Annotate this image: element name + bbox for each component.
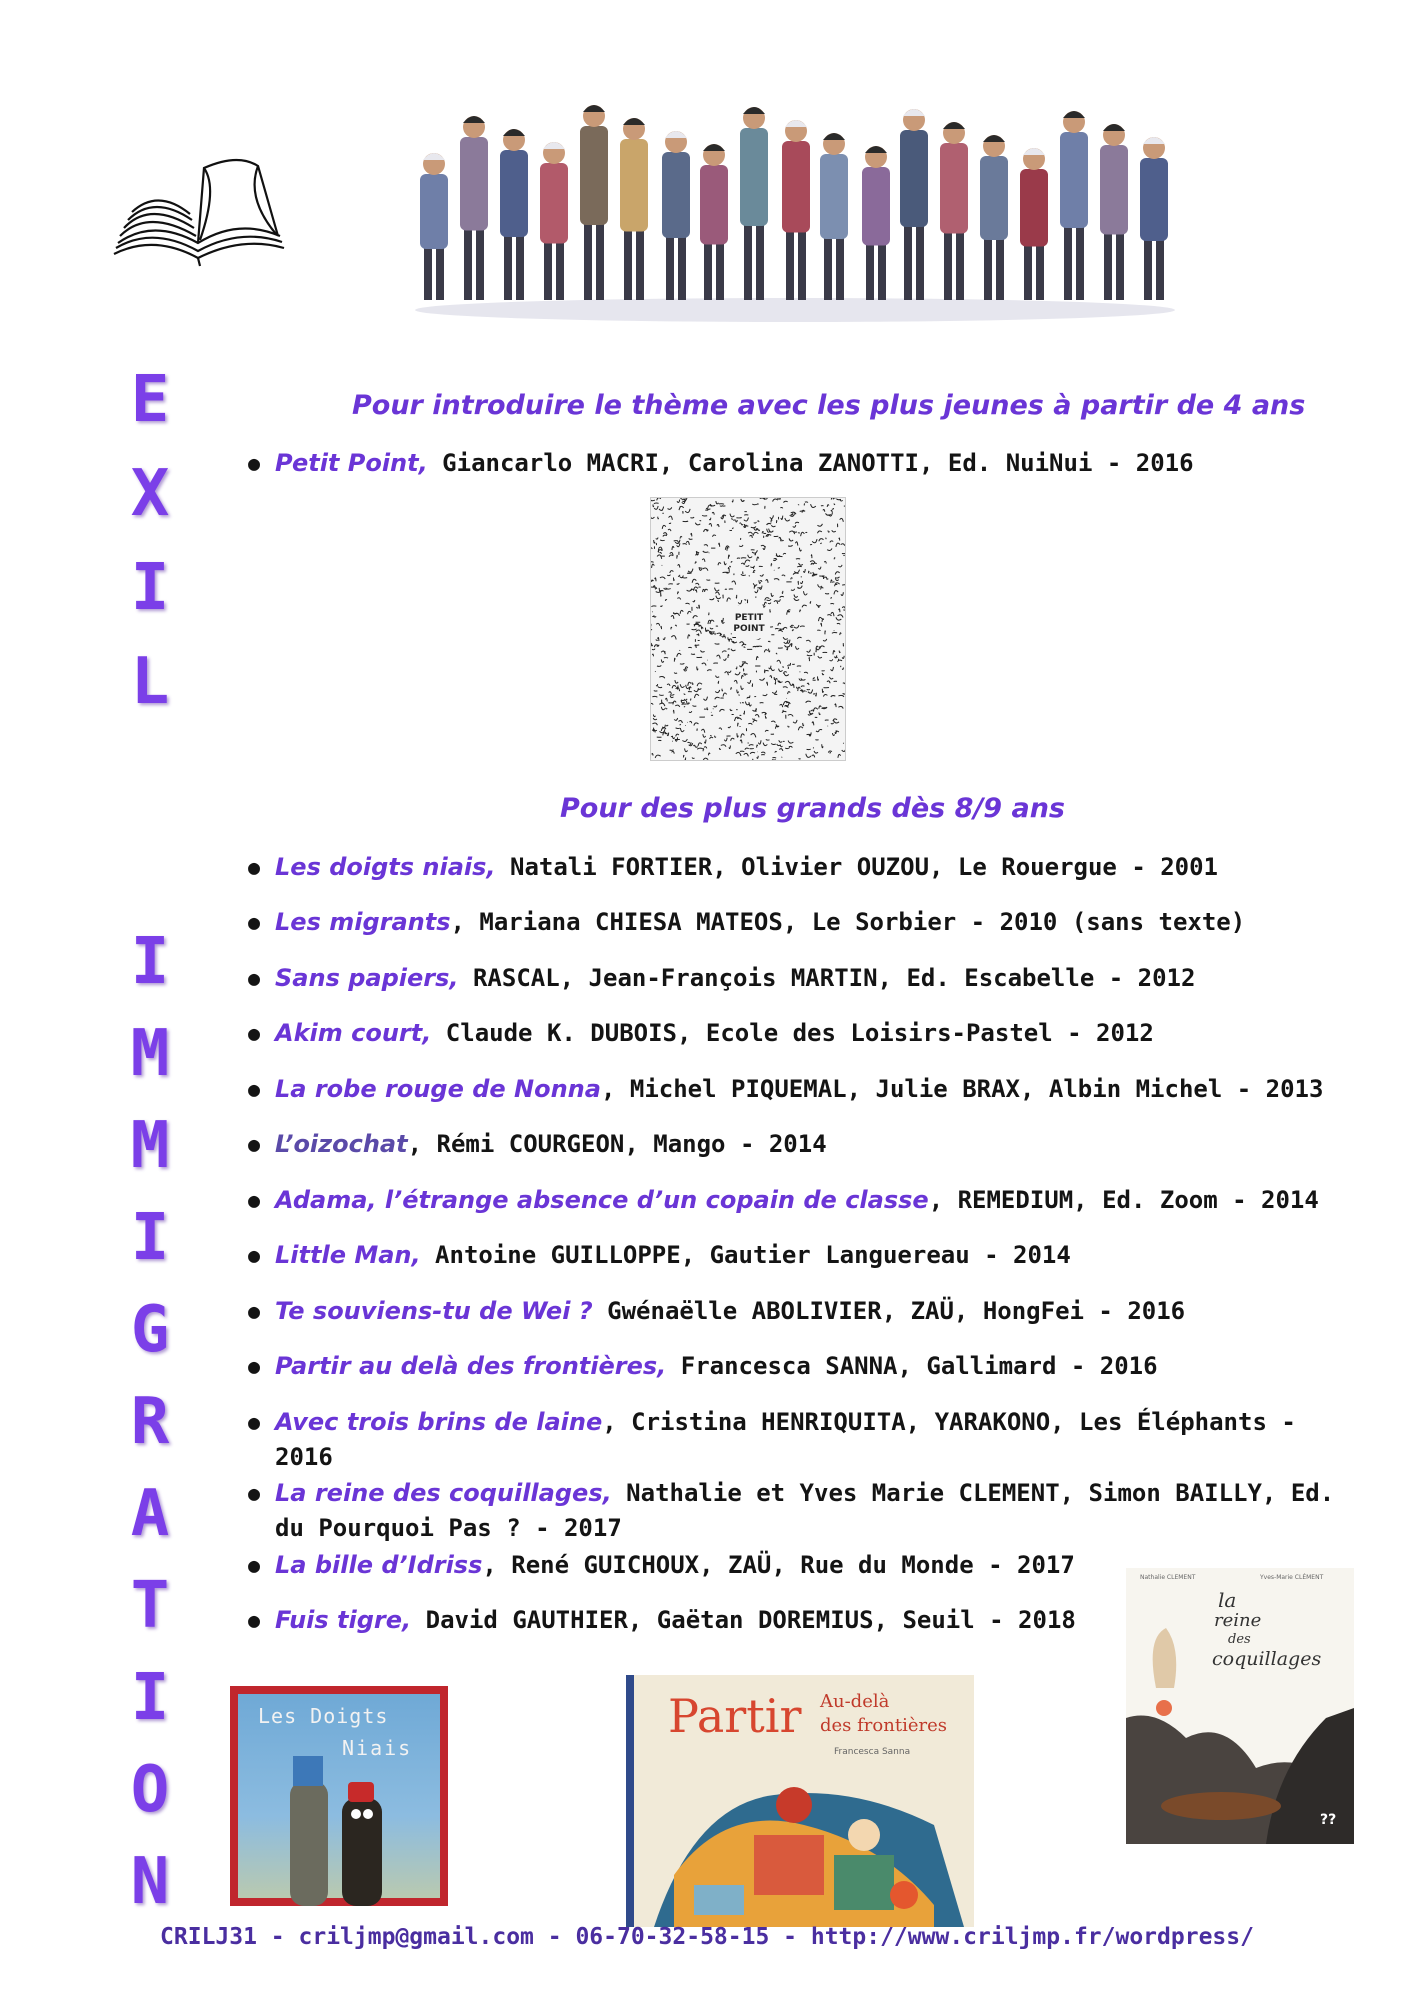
list-item-content: [248, 1476, 1358, 1546]
book-details: RASCAL, Jean-François MARTIN, Ed. Escabelle - 2012: [458, 964, 1196, 992]
list-item-content: [248, 961, 1358, 996]
bullet-icon: ●: [248, 1243, 261, 1267]
book-title: Little Man,: [275, 1241, 421, 1269]
vertical-letter: I: [130, 1661, 170, 1735]
book-details: Giancarlo MACRI, Carolina ZANOTTI, Ed. NuiNui - 2016: [427, 449, 1194, 477]
cover-corner-text: ??: [1320, 1812, 1337, 1828]
footer-contact: CRILJ31 - criljmp@gmail.com - 06-70-32-58-15 - http://www.criljmp.fr/wordpress/: [160, 1924, 1254, 1950]
vertical-letter: T: [130, 1569, 170, 1643]
book-title: Les migrants: [275, 908, 451, 936]
list-item: [248, 446, 1358, 481]
cover-title: la: [1218, 1588, 1237, 1612]
list-item: [248, 1349, 1358, 1384]
list-item-content: [248, 1405, 1358, 1475]
list-item: [248, 850, 1358, 885]
cover-author: Nathalie CLEMENT: [1140, 1574, 1196, 1581]
vertical-letter: O: [130, 1753, 170, 1827]
list-item-content: [248, 1183, 1358, 1218]
book-details: Francesca SANNA, Gallimard - 2016: [666, 1352, 1158, 1380]
vertical-letter: M: [130, 1109, 170, 1183]
cover-la-reine-des-coquillages: [1126, 1568, 1354, 1844]
list-item: [248, 961, 1358, 996]
vertical-letter: I: [130, 925, 170, 999]
bullet-icon: ●: [248, 1132, 261, 1156]
book-title: Te souviens-tu de Wei ?: [275, 1297, 593, 1325]
bullet-icon: ●: [248, 1608, 261, 1632]
book-details: Natali FORTIER, Olivier OUZOU, Le Rouergue - 2001: [495, 853, 1219, 881]
bullet-icon: ●: [248, 1410, 261, 1434]
cover-title: Les Doigts: [258, 1704, 389, 1728]
bullet-icon: ●: [248, 451, 261, 475]
vertical-letter: G: [130, 1293, 170, 1367]
book-details: , Mariana CHIESA MATEOS, Le Sorbier - 2010 (sans texte): [450, 908, 1246, 936]
list-item: [248, 1405, 1358, 1475]
book-title: L’oizochat: [275, 1130, 408, 1158]
bullet-icon: ●: [248, 1299, 261, 1323]
list-item-content: [248, 1016, 1358, 1051]
cover-text: POINT: [733, 624, 765, 634]
vertical-letter: A: [130, 1477, 170, 1551]
cover-subtitle: Au-delà: [820, 1691, 890, 1712]
bullet-icon: ●: [248, 1354, 261, 1378]
book-title: Avec trois brins de laine: [275, 1408, 603, 1436]
book-details: , Michel PIQUEMAL, Julie BRAX, Albin Michel - 2013: [600, 1075, 1324, 1103]
cover-title: Partir: [668, 1689, 802, 1743]
book-details: David GAUTHIER, Gaëtan DOREMIUS, Seuil - 2018: [411, 1606, 1076, 1634]
cover-les-doigts-niais: [230, 1686, 448, 1906]
book-title: Fuis tigre,: [275, 1606, 412, 1634]
vertical-letter: N: [130, 1845, 170, 1919]
section-title-older: Pour des plus grands dès 8/9 ans: [560, 793, 1065, 824]
book-details: Nathalie et Yves Marie CLEMENT, Simon BAILLY, Ed. du Pourquoi Pas ? - 2017: [275, 1479, 1335, 1542]
book-title: Partir au delà des frontières,: [275, 1352, 667, 1380]
cover-title: coquillages: [1212, 1648, 1322, 1670]
bullet-icon: ●: [248, 966, 261, 990]
vertical-letter: R: [130, 1385, 170, 1459]
book-details: , REMEDIUM, Ed. Zoom - 2014: [928, 1186, 1319, 1214]
book-details: , Cristina HENRIQUITA, YARAKONO, Les Éléphants - 2016: [275, 1408, 1296, 1471]
list-item: [248, 1127, 1358, 1162]
cover-title: reine: [1214, 1610, 1262, 1631]
cover-title: Niais: [342, 1736, 413, 1760]
list-item-content: [248, 850, 1358, 885]
vertical-letter: E: [130, 363, 170, 437]
book-title: La bille d’Idriss: [275, 1551, 483, 1579]
cover-petit-point: [650, 497, 846, 761]
bullet-icon: ●: [248, 855, 261, 879]
bullet-icon: ●: [248, 1188, 261, 1212]
book-details: , René GUICHOUX, ZAÜ, Rue du Monde - 2017: [482, 1551, 1075, 1579]
open-book-icon: [108, 148, 288, 273]
cover-author: Yves-Marie CLÉMENT: [1260, 1574, 1324, 1581]
cover-title: des: [1228, 1632, 1251, 1647]
list-item: [248, 1072, 1358, 1107]
vertical-letter: M: [130, 1017, 170, 1091]
refugees-group-illustration: [400, 60, 1190, 330]
book-title: Petit Point,: [275, 449, 428, 477]
list-item: [248, 905, 1358, 940]
list-item: [248, 1238, 1358, 1273]
vertical-letter: X: [130, 457, 170, 531]
cover-partir: [626, 1675, 974, 1927]
list-item: [248, 1294, 1358, 1329]
bullet-icon: ●: [248, 1077, 261, 1101]
list-item: [248, 1183, 1358, 1218]
list-item: [248, 1476, 1358, 1546]
list-item-content: [248, 1238, 1358, 1273]
bullet-icon: ●: [248, 1021, 261, 1045]
vertical-letter: L: [130, 645, 170, 719]
list-item-content: [248, 1349, 1358, 1384]
book-title: La robe rouge de Nonna: [275, 1075, 601, 1103]
scribble-pattern: [651, 498, 845, 760]
bullet-icon: ●: [248, 910, 261, 934]
partir-illustration: [634, 1765, 974, 1927]
book-details: , Rémi COURGEON, Mango - 2014: [407, 1130, 827, 1158]
bullet-icon: ●: [248, 1481, 261, 1505]
book-details: Antoine GUILLOPPE, Gautier Languereau - 2014: [420, 1241, 1071, 1269]
book-title: Adama, l’étrange absence d’un copain de classe: [275, 1186, 929, 1214]
reine-illustration: [1126, 1568, 1354, 1844]
list-item-content: [248, 905, 1358, 940]
cover-subtitle: des frontières: [820, 1715, 947, 1736]
book-details: Claude K. DUBOIS, Ecole des Loisirs-Pastel - 2012: [431, 1019, 1154, 1047]
list-item-content: [248, 1072, 1358, 1107]
book-title: Akim court,: [275, 1019, 432, 1047]
list-item-content: [248, 1294, 1358, 1329]
fingers-illustration: [230, 1686, 448, 1906]
list-item-content: [248, 1127, 1358, 1162]
list-item: [248, 1016, 1358, 1051]
vertical-letter: I: [130, 1201, 170, 1275]
book-title: Les doigts niais,: [275, 853, 496, 881]
book-title: La reine des coquillages,: [275, 1479, 612, 1507]
cover-text: PETIT: [734, 613, 764, 623]
bullet-icon: ●: [248, 1553, 261, 1577]
section-title-young: Pour introduire le thème avec les plus jeunes à partir de 4 ans: [352, 390, 1306, 421]
cover-author: Francesca Sanna: [834, 1747, 911, 1757]
book-details: Gwénaëlle ABOLIVIER, ZAÜ, HongFei - 2016: [592, 1297, 1186, 1325]
list-item-content: [248, 446, 1358, 481]
vertical-letter: I: [130, 551, 170, 625]
book-title: Sans papiers,: [275, 964, 459, 992]
